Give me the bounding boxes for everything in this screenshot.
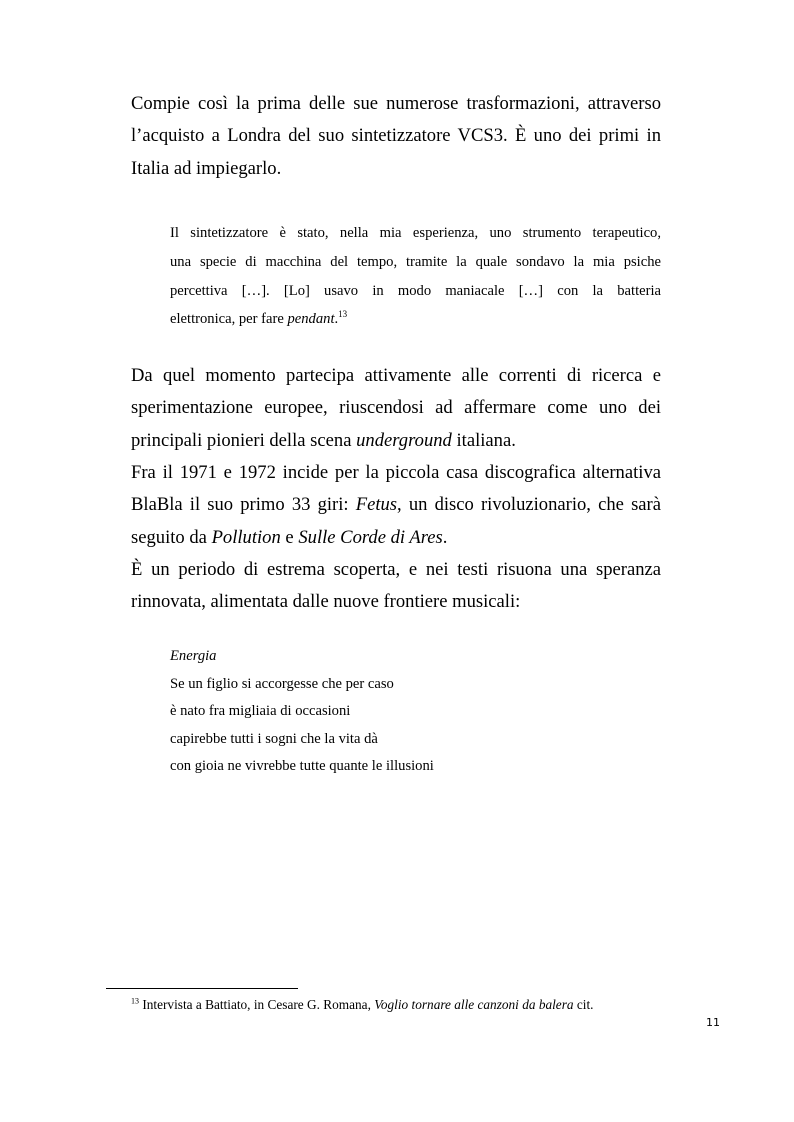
quote-line: una specie di macchina del tempo, tramite la quale sondavo la mia psiche — [170, 253, 661, 270]
footnote: $^{13}$ Intervista a Battiato, in Cesare G. Romana, Voglio tornare alle canzoni da balera cit. — [131, 996, 594, 1012]
poem-line: Se un figlio si accorgesse che per caso — [170, 675, 394, 692]
footnote-reference[interactable]: 13 — [338, 309, 348, 320]
album-title: Pollution — [211, 526, 281, 548]
page-number: 11 — [706, 1016, 720, 1029]
quote-line: Il sintetizzatore è stato, nella mia esperienza, uno strumento terapeutico, — [170, 225, 661, 241]
text-line: È un periodo di estrema scoperta, e nei testi risuona una speranza — [131, 559, 661, 580]
text-line: seguito da Pollution e Sulle Corde di Ares. — [131, 526, 448, 548]
footnote-italic-title: Voglio tornare alle canzoni da balera — [374, 997, 574, 1012]
poem-line: con gioia ne vivrebbe tutte quante le illusioni — [170, 758, 434, 774]
italic-term: underground — [356, 429, 452, 451]
quote-line: elettronica, per fare pendant.$^{13}$ — [170, 309, 348, 328]
quote-line: percettiva […]. [Lo] usavo in modo maniacale […] con la batteria — [170, 282, 661, 299]
poem-title: Energia — [170, 648, 217, 664]
paragraph-underground — [131, 360, 661, 457]
album-title: Fetus — [355, 494, 398, 516]
text-line: Fra il 1971 e 1972 incide per la piccola casa discografica alternativa — [131, 462, 661, 483]
poem-line: capirebbe tutti i sogni che la vita dà — [170, 730, 378, 747]
text-line: rinnovata, alimentata dalle nuove frontiere musicali: — [131, 591, 521, 613]
poem-line: è nato fra migliaia di occasioni — [170, 703, 351, 719]
text-line: principali pionieri della scena underground italiana. — [131, 429, 516, 451]
footnote-separator — [106, 988, 298, 989]
text-line: Da quel momento partecipa attivamente alle correnti di ricerca e — [131, 365, 661, 386]
paragraph-fetus — [131, 457, 661, 554]
paragraph-scoperta — [131, 554, 661, 619]
footnote-number: 13 — [131, 996, 139, 1006]
paragraph-vcs3 — [131, 88, 661, 185]
poem-energia — [170, 643, 570, 781]
text-line: l’acquisto a Londra del suo sintetizzatore VCS3. È uno dei primi in — [131, 125, 661, 147]
italic-term: pendant — [287, 311, 335, 328]
album-title: Sulle Corde di Ares — [298, 526, 443, 548]
text-line: Italia ad impiegarlo. — [131, 157, 282, 179]
block-quote-synthesizer — [170, 219, 661, 334]
text-line: Compie così la prima delle sue numerose trasformazioni, attraverso — [131, 93, 661, 114]
text-line: BlaBla il suo primo 33 giri: Fetus, un disco rivoluzionario, che sarà — [131, 494, 661, 516]
text-line: sperimentazione europee, riuscendosi ad affermare come uno dei — [131, 397, 661, 419]
